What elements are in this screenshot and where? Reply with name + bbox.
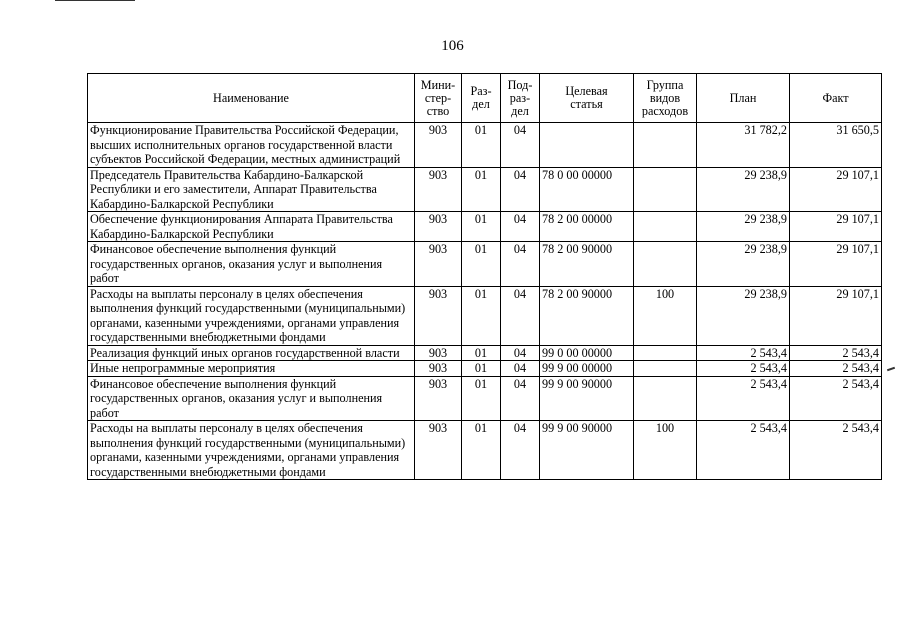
- cell-group: [634, 361, 697, 377]
- cell-name: Иные непрограммные мероприятия: [88, 361, 415, 377]
- cell-ministry: 903: [415, 167, 462, 212]
- table-row: [88, 123, 882, 168]
- cell-ministry: 903: [415, 421, 462, 480]
- cell-name: Реализация функций иных органов государственной власти: [88, 345, 415, 361]
- cell-group: [634, 345, 697, 361]
- cell-plan: 29 238,9: [697, 242, 790, 287]
- cell-section: 01: [462, 242, 501, 287]
- cell-target: 78 0 00 00000: [540, 167, 634, 212]
- cell-group: 100: [634, 421, 697, 480]
- cell-section: 01: [462, 167, 501, 212]
- cell-target: 78 2 00 90000: [540, 286, 634, 345]
- table-row: [88, 242, 882, 287]
- cell-subsection: 04: [501, 167, 540, 212]
- cell-target: 78 2 00 00000: [540, 212, 634, 242]
- cell-ministry: 903: [415, 376, 462, 421]
- cell-group: [634, 123, 697, 168]
- header-ministry: Мини- стер- ство: [415, 74, 462, 123]
- header-fact: Факт: [790, 74, 882, 123]
- cell-subsection: 04: [501, 376, 540, 421]
- cell-target: 99 9 00 90000: [540, 376, 634, 421]
- cell-name: Финансовое обеспечение выполнения функций государственных органов, оказания услуг и выполнения работ: [88, 242, 415, 287]
- cell-fact: 29 107,1: [790, 167, 882, 212]
- cell-group: [634, 212, 697, 242]
- cell-plan: 2 543,4: [697, 361, 790, 377]
- cell-section: 01: [462, 212, 501, 242]
- cell-fact: 29 107,1: [790, 242, 882, 287]
- cell-fact: 31 650,5: [790, 123, 882, 168]
- cell-fact: 2 543,4: [790, 421, 882, 480]
- cell-fact: 29 107,1: [790, 286, 882, 345]
- cell-subsection: 04: [501, 286, 540, 345]
- cell-name: Финансовое обеспечение выполнения функций государственных органов, оказания услуг и выполнения работ: [88, 376, 415, 421]
- cell-ministry: 903: [415, 286, 462, 345]
- page-number: 106: [441, 38, 464, 54]
- cell-fact: 2 543,4: [790, 376, 882, 421]
- cell-ministry: 903: [415, 345, 462, 361]
- table-header-row: [88, 74, 882, 123]
- cell-plan: 31 782,2: [697, 123, 790, 168]
- cell-subsection: 04: [501, 421, 540, 480]
- budget-table: [87, 73, 882, 480]
- cell-target: 99 0 00 00000: [540, 345, 634, 361]
- cell-section: 01: [462, 286, 501, 345]
- cell-ministry: 903: [415, 212, 462, 242]
- cell-group: [634, 167, 697, 212]
- cell-plan: 2 543,4: [697, 345, 790, 361]
- cell-ministry: 903: [415, 361, 462, 377]
- cell-name: Функционирование Правительства Российской Федерации, высших исполнительных органов государственной власти субъектов Российской Федерации, местных администраций: [88, 123, 415, 168]
- cell-section: 01: [462, 421, 501, 480]
- header-plan: План: [697, 74, 790, 123]
- cell-name: Расходы на выплаты персоналу в целях обеспечения выполнения функций государственными (муниципальными) органами, казенными учреждениями, органами управления государственными внебюджетными фондами: [88, 421, 415, 480]
- scan-artifact-top: [55, 0, 135, 3]
- cell-target: [540, 123, 634, 168]
- table-row: [88, 361, 882, 377]
- cell-plan: 29 238,9: [697, 212, 790, 242]
- cell-target: 99 9 00 00000: [540, 361, 634, 377]
- cell-subsection: 04: [501, 361, 540, 377]
- cell-subsection: 04: [501, 123, 540, 168]
- cell-fact: 2 543,4: [790, 361, 882, 377]
- table-row: [88, 167, 882, 212]
- cell-subsection: 04: [501, 242, 540, 287]
- cell-target: 99 9 00 90000: [540, 421, 634, 480]
- cell-subsection: 04: [501, 345, 540, 361]
- cell-plan: 2 543,4: [697, 376, 790, 421]
- table-body: [88, 123, 882, 480]
- cell-name: Председатель Правительства Кабардино-Балкарской Республики и его заместители, Аппарат Правительства Кабардино-Балкарской Республики: [88, 167, 415, 212]
- cell-fact: 2 543,4: [790, 345, 882, 361]
- cell-group: 100: [634, 286, 697, 345]
- cell-section: 01: [462, 345, 501, 361]
- table-row: [88, 212, 882, 242]
- cell-group: [634, 242, 697, 287]
- table-row: [88, 376, 882, 421]
- header-group: Группа видов расходов: [634, 74, 697, 123]
- header-target: Целевая статья: [540, 74, 634, 123]
- cell-section: 01: [462, 123, 501, 168]
- cell-plan: 2 543,4: [697, 421, 790, 480]
- header-section: Раз- дел: [462, 74, 501, 123]
- cell-subsection: 04: [501, 212, 540, 242]
- cell-name: Расходы на выплаты персоналу в целях обеспечения выполнения функций государственными (муниципальными) органами, казенными учреждениями, органами управления государственными внебюджетными фондами: [88, 286, 415, 345]
- table-row: [88, 421, 882, 480]
- cell-section: 01: [462, 361, 501, 377]
- scan-artifact-mark: [887, 367, 895, 372]
- cell-ministry: 903: [415, 123, 462, 168]
- cell-target: 78 2 00 90000: [540, 242, 634, 287]
- cell-section: 01: [462, 376, 501, 421]
- cell-plan: 29 238,9: [697, 286, 790, 345]
- cell-fact: 29 107,1: [790, 212, 882, 242]
- header-name: Наименование: [88, 74, 415, 123]
- table-row: [88, 286, 882, 345]
- header-subsection: Под- раз- дел: [501, 74, 540, 123]
- cell-ministry: 903: [415, 242, 462, 287]
- cell-group: [634, 376, 697, 421]
- cell-name: Обеспечение функционирования Аппарата Правительства Кабардино-Балкарской Республики: [88, 212, 415, 242]
- cell-plan: 29 238,9: [697, 167, 790, 212]
- table-row: [88, 345, 882, 361]
